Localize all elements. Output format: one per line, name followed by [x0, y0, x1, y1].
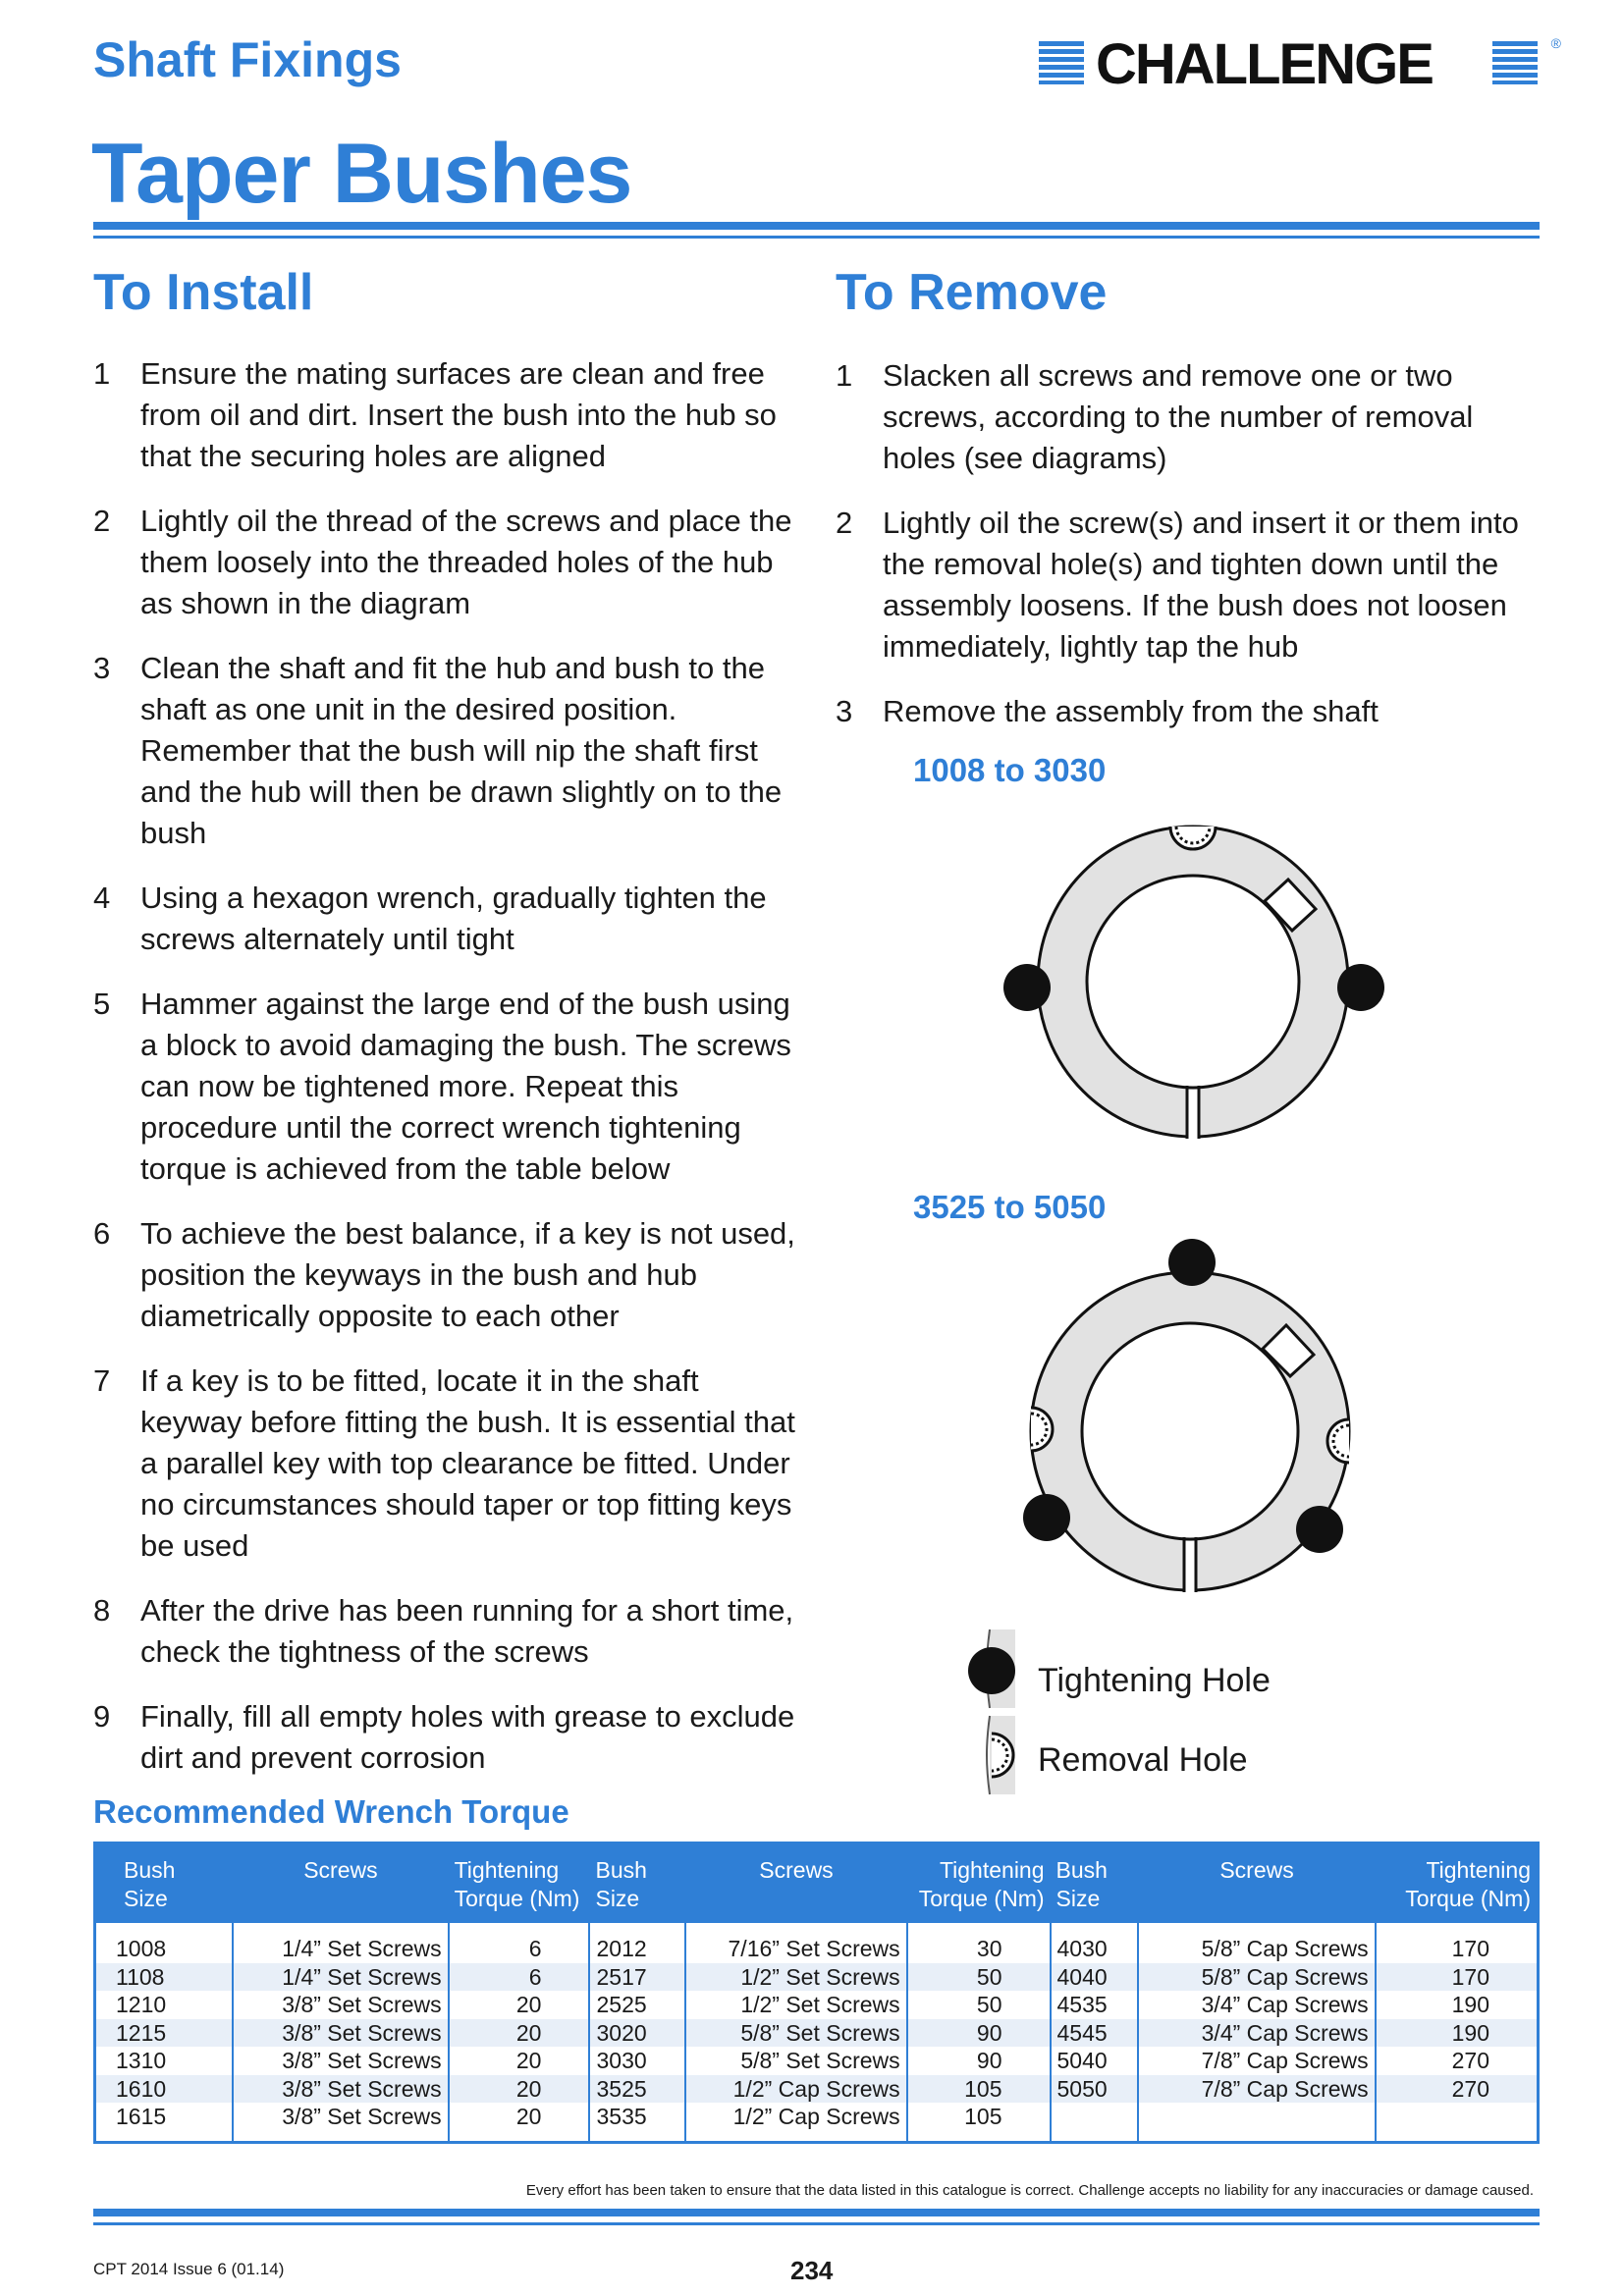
bush-size-cell: 5050: [1051, 2075, 1139, 2104]
bush-size-cell: 1108: [95, 1963, 234, 1992]
logo-stripes-left: [1039, 41, 1084, 84]
disclaimer: Every effort has been taken to ensure that the data listed in this catalogue is correct. Challenge accepts no liability for any inaccuracies or damage caused.: [525, 2182, 1534, 2199]
step-number: 2: [836, 506, 853, 540]
bush-size-cell: 2012: [589, 1923, 685, 1963]
issue-info: CPT 2014 Issue 6 (01.14): [93, 2260, 285, 2278]
header-tightening-torque: Tightening Torque (Nm): [907, 1843, 1051, 1924]
step-text: Using a hexagon wrench, gradually tighten the screws alternately until tight: [140, 881, 767, 956]
install-step: [93, 984, 798, 1190]
bush-ring: [1031, 1272, 1349, 1596]
screws-cell: 3/4” Cap Screws: [1138, 1991, 1375, 2019]
step-text: Remove the assembly from the shaft: [883, 694, 1379, 728]
step-number: 8: [93, 1593, 111, 1628]
tightening-hole-icon: [1296, 1506, 1343, 1553]
install-step: [93, 648, 798, 854]
screws-cell: 3/8” Set Screws: [233, 2019, 448, 2048]
bush-size-cell: 2517: [589, 1963, 685, 1992]
torque-cell: 190: [1376, 1991, 1539, 2019]
bush-size-cell: 4040: [1051, 1963, 1139, 1992]
torque-table-header: [95, 1843, 1539, 1924]
install-step: [93, 878, 798, 960]
tightening-hole-icon: [1168, 1239, 1216, 1286]
torque-cell: 270: [1376, 2047, 1539, 2075]
bush-size-cell: 1615: [95, 2103, 234, 2142]
step-number: 6: [93, 1216, 111, 1251]
install-step: [93, 1590, 798, 1673]
torque-cell: 50: [907, 1963, 1051, 1992]
install-heading: To Install: [93, 264, 314, 321]
step-text: If a key is to be fitted, locate it in the shaft keyway before fitting the bush. It is essential that a parallel key with top clearance be fitted. Under no circumstances should taper or top fitting keys be used: [140, 1363, 795, 1563]
screws-cell: 1/4” Set Screws: [233, 1923, 448, 1963]
screws-cell: 3/8” Set Screws: [233, 2047, 448, 2075]
torque-cell: 20: [449, 1991, 590, 2019]
torque-cell: 170: [1376, 1923, 1539, 1963]
tightening-hole-icon: [1023, 1494, 1070, 1541]
remove-steps: [836, 355, 1535, 756]
table-row: [95, 1963, 1539, 1992]
logo-text: CHALLENGE: [1096, 32, 1433, 96]
step-text: Lightly oil the thread of the screws and place the them loosely into the threaded holes of the hub as shown in the diagram: [140, 504, 792, 620]
torque-cell: 105: [907, 2103, 1051, 2142]
install-step: [93, 501, 798, 624]
screws-cell: 1/2” Cap Screws: [685, 2075, 906, 2104]
torque-cell: 20: [449, 2047, 590, 2075]
torque-cell: 105: [907, 2075, 1051, 2104]
step-text: After the drive has been running for a short time, check the tightness of the screws: [140, 1593, 794, 1669]
bush-size-cell: 3535: [589, 2103, 685, 2142]
torque-cell: 30: [907, 1923, 1051, 1963]
install-step: [93, 353, 798, 477]
bush-size-cell: 1610: [95, 2075, 234, 2104]
step-number: 4: [93, 881, 111, 915]
remove-step: [836, 503, 1535, 667]
step-text: Slacken all screws and remove one or two screws, according to the number of removal holes (see diagrams): [883, 358, 1474, 475]
diagram-label-large: 3525 to 5050: [913, 1189, 1107, 1225]
screws-cell: [1138, 2103, 1375, 2142]
logo-registered-mark: ®: [1550, 35, 1561, 51]
screws-cell: 3/8” Set Screws: [233, 2103, 448, 2142]
step-number: 3: [836, 694, 853, 728]
screws-cell: 7/8” Cap Screws: [1138, 2047, 1375, 2075]
install-step: [93, 1213, 798, 1337]
tightening-hole-icon: [1003, 964, 1051, 1011]
bush-size-cell: 4030: [1051, 1923, 1139, 1963]
screws-cell: 3/4” Cap Screws: [1138, 2019, 1375, 2048]
torque-cell: 20: [449, 2103, 590, 2142]
step-text: To achieve the best balance, if a key is not used, position the keyways in the bush and hub diametrically opposite to each other: [140, 1216, 795, 1333]
step-number: 7: [93, 1363, 111, 1398]
bush-size-cell: 3525: [589, 2075, 685, 2104]
legend-swatches: [962, 1629, 1041, 1796]
title-divider: [93, 222, 1540, 230]
screws-cell: 3/8” Set Screws: [233, 1991, 448, 2019]
step-text: Lightly oil the screw(s) and insert it or them into the removal hole(s) and tighten down until the assembly loosens. If the bush does not loosen immediately, lightly tap the hub: [883, 506, 1519, 664]
diagram-label-small: 1008 to 3030: [913, 752, 1107, 788]
bush-size-cell: 1008: [95, 1923, 234, 1963]
screws-cell: 7/8” Cap Screws: [1138, 2075, 1375, 2104]
screws-cell: 3/8” Set Screws: [233, 2075, 448, 2104]
header-screws: Screws: [233, 1843, 448, 1924]
page-title: Taper Bushes: [91, 127, 632, 221]
screws-cell: 5/8” Set Screws: [685, 2047, 906, 2075]
table-row: [95, 2103, 1539, 2142]
bush-diagram-small: [1001, 795, 1414, 1158]
step-number: 2: [93, 504, 111, 538]
torque-cell: 6: [449, 1963, 590, 1992]
challenge-logo: [1039, 32, 1561, 96]
step-text: Clean the shaft and fit the hub and bush to the shaft as one unit in the desired position. Remember that the bush will nip the shaft first and the hub will then be drawn slightly on to the bush: [140, 651, 783, 850]
bush-size-cell: 1210: [95, 1991, 234, 2019]
step-text: Ensure the mating surfaces are clean and free from oil and dirt. Insert the bush into the hub so that the securing holes are aligned: [140, 356, 777, 473]
torque-cell: 90: [907, 2047, 1051, 2075]
torque-cell: 50: [907, 1991, 1051, 2019]
table-row: [95, 1923, 1539, 1963]
step-number: 1: [836, 358, 853, 393]
screws-cell: 1/2” Cap Screws: [685, 2103, 906, 2142]
footer-divider-thin: [93, 2222, 1540, 2225]
bush-size-cell: 4535: [1051, 1991, 1139, 2019]
step-number: 1: [93, 356, 111, 391]
table-row: [95, 2047, 1539, 2075]
bush-size-cell: 5040: [1051, 2047, 1139, 2075]
screws-cell: 5/8” Set Screws: [685, 2019, 906, 2048]
remove-step: [836, 355, 1535, 479]
torque-cell: 170: [1376, 1963, 1539, 1992]
table-row: [95, 2019, 1539, 2048]
bush-size-cell: [1051, 2103, 1139, 2142]
table-row: [95, 2075, 1539, 2104]
torque-cell: 20: [449, 2019, 590, 2048]
install-steps: [93, 353, 798, 1802]
header-bush-size: Bush Size: [95, 1843, 234, 1924]
install-step: [93, 1696, 798, 1779]
bush-size-cell: 1310: [95, 2047, 234, 2075]
legend-removal-label: Removal Hole: [1038, 1741, 1248, 1779]
bush-size-cell: 3030: [589, 2047, 685, 2075]
install-step: [93, 1361, 798, 1567]
step-text: Finally, fill all empty holes with grease to exclude dirt and prevent corrosion: [140, 1699, 795, 1775]
torque-table-title: Recommended Wrench Torque: [93, 1793, 569, 1830]
bush-size-cell: 1215: [95, 2019, 234, 2048]
title-divider-thin: [93, 236, 1540, 239]
screws-cell: 1/2” Set Screws: [685, 1991, 906, 2019]
bush-ring: [1038, 827, 1348, 1141]
step-text: Hammer against the large end of the bush using a block to avoid damaging the bush. The screws can now be tightened more. Repeat this procedure until the correct wrench tightening torque is achieved from the table below: [140, 987, 791, 1186]
header-screws: Screws: [685, 1843, 906, 1924]
torque-table-body: [95, 1923, 1539, 2142]
remove-step: [836, 691, 1535, 732]
step-number: 3: [93, 651, 111, 685]
footer-divider: [93, 2209, 1540, 2216]
bush-size-cell: 2525: [589, 1991, 685, 2019]
tightening-hole-icon: [1337, 964, 1384, 1011]
torque-cell: 90: [907, 2019, 1051, 2048]
logo-stripes-right: [1492, 41, 1538, 84]
torque-cell: [1376, 2103, 1539, 2142]
bush-size-cell: 4545: [1051, 2019, 1139, 2048]
screws-cell: 1/2” Set Screws: [685, 1963, 906, 1992]
bush-diagram-large: [1001, 1227, 1414, 1620]
step-number: 5: [93, 987, 111, 1021]
header-tightening-torque: Tightening Torque (Nm): [1376, 1843, 1539, 1924]
torque-cell: 20: [449, 2075, 590, 2104]
screws-cell: 7/16” Set Screws: [685, 1923, 906, 1963]
header-screws: Screws: [1138, 1843, 1375, 1924]
screws-cell: 5/8” Cap Screws: [1138, 1923, 1375, 1963]
header-tightening-torque: Tightening Torque (Nm): [449, 1843, 590, 1924]
torque-cell: 6: [449, 1923, 590, 1963]
section-label: Shaft Fixings: [93, 32, 402, 87]
torque-cell: 270: [1376, 2075, 1539, 2104]
remove-heading: To Remove: [836, 264, 1108, 321]
torque-cell: 190: [1376, 2019, 1539, 2048]
torque-table: [93, 1842, 1540, 2144]
tightening-hole-icon: [968, 1647, 1015, 1694]
bush-size-cell: 3020: [589, 2019, 685, 2048]
screws-cell: 1/4” Set Screws: [233, 1963, 448, 1992]
step-number: 9: [93, 1699, 111, 1734]
screws-cell: 5/8” Cap Screws: [1138, 1963, 1375, 1992]
header-bush-size: Bush Size: [1051, 1843, 1139, 1924]
header-bush-size: Bush Size: [589, 1843, 685, 1924]
legend-tightening-label: Tightening Hole: [1038, 1662, 1271, 1699]
page-number: 234: [790, 2256, 834, 2285]
table-row: [95, 1991, 1539, 2019]
